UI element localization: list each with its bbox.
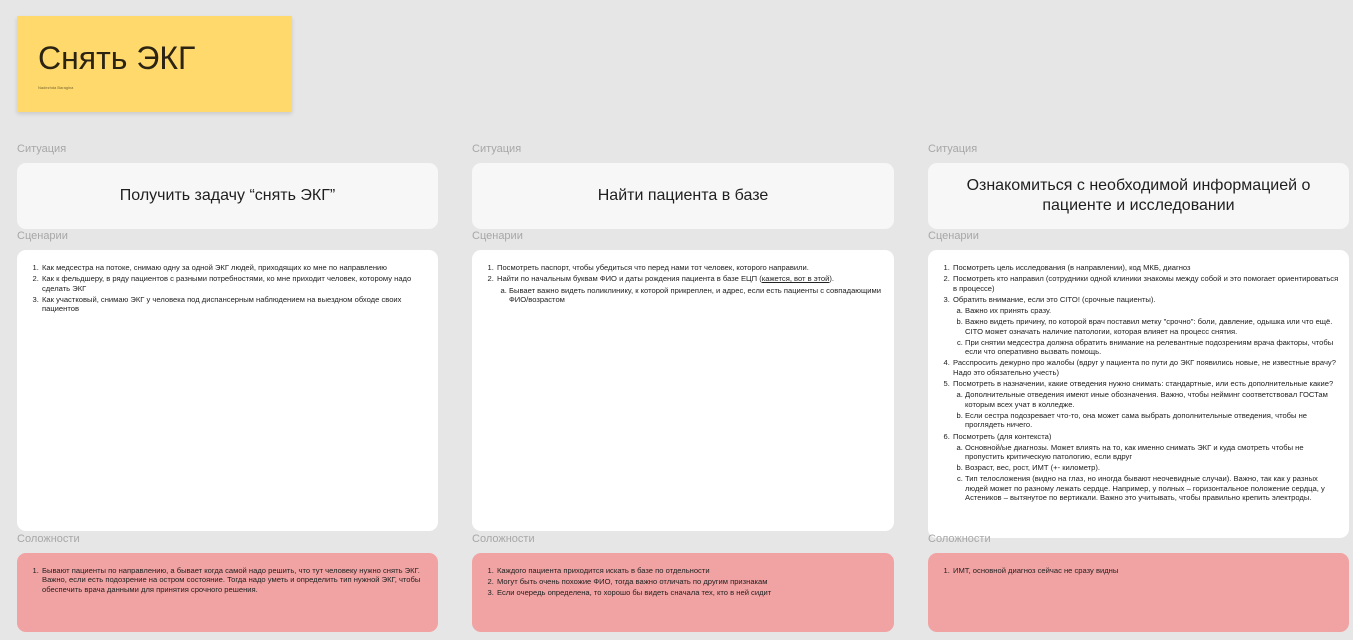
list-item: a. Основной/ые диагнозы. Может влиять на то, как именно снимать ЭКГ и куда смотреть чтобы не пропустить критическую патологию, если вдруг (965, 443, 1339, 462)
difficulties-label-2: Соложности (472, 533, 535, 545)
scenarios-label-2: Сценарии (472, 230, 523, 242)
scenarios-card-3[interactable] (928, 250, 1349, 538)
list-item-tail: ). (829, 274, 834, 284)
situation-text-2: Найти пациента в базе (597, 187, 769, 204)
list-item: 4. Расспросить дежурно про жалобы (вдруг у пациента по пути до ЭКГ появились новые, не известные врачу? Надо это обязательно учесть) (952, 358, 1339, 377)
situation-text-3: Ознакомиться с необходимой информацией о пациенте и исследовании (966, 177, 1311, 214)
list-item-text: Посмотреть в назначении, какие отведения нужно снимать: стандартные, или есть дополнительные какие? (953, 379, 1334, 389)
difficulties-label-1: Соложности (17, 533, 80, 545)
situation-card-1[interactable] (17, 163, 438, 229)
list-item: 1. ИМТ, основной диагноз сейчас не сразу видны (952, 566, 1339, 575)
list-item (952, 432, 1339, 503)
scenarios-list-2 (484, 263, 884, 304)
situation-card-3[interactable] (928, 163, 1349, 229)
list-item-text: Посмотреть (для контекста) (953, 431, 1052, 441)
difficulties-card-1[interactable] (17, 553, 438, 632)
list-item: 1. Посмотреть цель исследования (в направлении), код МКБ, диагноз (952, 263, 1339, 272)
list-item: 2. Могут быть очень похожие ФИО, тогда важно отличать по другим признакам (496, 577, 884, 586)
list-item: 1. Как медсестра на потоке, снимаю одну за одной ЭКГ людей, приходящих ко мне по направлению (41, 263, 428, 272)
title-sticker[interactable] (17, 16, 292, 112)
list-item: 1. Каждого пациента приходится искать в базе по отдельности (496, 566, 884, 575)
list-item: c. Тип телосложения (видно на глаз, но иногда бывают неочевидные случаи). Важно, так как у разных людей может по разному лежать сердце. Например, у полных – горизонтальное положение сердца, у Астеников – вытянутое по вертикали. Важно это учитывать, чтобы правильно крепить электроды. (965, 474, 1339, 502)
situation-label-3: Ситуация (928, 143, 978, 155)
situation-text-1: Получить задачу “снять ЭКГ” (119, 187, 336, 204)
scenarios-list-3 (940, 263, 1339, 503)
scenarios-label-3: Сценарии (928, 230, 979, 242)
list-item: 1. Бывают пациенты по направлению, а бывает когда самой надо решить, что тут человеку нужно снять ЭКГ. Важно, если есть подозрение на остром состояние. Тогда надо уметь и определить тип нужной ЭКГ, чтобы обеспечить врача данными для принятия срочного решения. (41, 566, 428, 594)
scenarios-card-2[interactable] (472, 250, 894, 531)
scenarios-label-1: Сценарии (17, 230, 68, 242)
list-item: c. При снятии медсестра должна обратить внимание на релевантные подозрениям врача факторы, чтобы если что оперативно вызвать помощь. (965, 338, 1339, 357)
list-item: a. Важно их принять сразу. (965, 306, 1339, 315)
situation-label-2: Ситуация (472, 143, 522, 155)
list-item: a. Бывает важно видеть поликлинику, к которой прикреплен, и адрес, если есть пациенты с совпадающими ФИО/возрастом (509, 286, 884, 305)
difficulties-list-3 (940, 566, 1339, 575)
list-item: b. Возраст, вес, рост, ИМТ (+- километр). (965, 463, 1339, 472)
list-item-text: Обратить внимание, если это CITO! (срочные пациенты). (953, 294, 1156, 304)
list-item: 3. Если очередь определена, то хорошо бы видеть сначала тех, кто в ней сидит (496, 588, 884, 597)
list-item: 2. Посмотреть кто направил (сотрудники одной клиники знакомы между собой и это помогает ориентироваться в процессе) (952, 274, 1339, 293)
list-item (496, 274, 884, 304)
sticker-author: Nadezhda Baragina (38, 85, 74, 90)
list-item: a. Дополнительные отведения имеют иные обозначения. Важно, чтобы нейминг соответствовал ГОСТам которым всех учат в колледже. (965, 390, 1339, 409)
list-item: 2. Как к фельдшеру, в ряду пациентов с разными потребностями, ко мне приходит человек, которому надо сделать ЭКГ (41, 274, 428, 293)
list-item: 3. Как участковый, снимаю ЭКГ у человека под диспансерным наблюдением на выездном обходе своих пациентов (41, 295, 428, 314)
list-item: 1. Посмотреть паспорт, чтобы убедиться что перед нами тот человек, которого направили. (496, 263, 884, 272)
difficulties-card-3[interactable] (928, 553, 1349, 632)
difficulties-card-2[interactable] (472, 553, 894, 632)
difficulties-list-2 (484, 566, 884, 598)
list-item (952, 295, 1339, 357)
sticker-title: Снять ЭКГ (38, 40, 196, 76)
scenario-link[interactable]: кажется, вот в этой (761, 274, 830, 284)
list-item (952, 379, 1339, 430)
difficulties-label-3: Соложности (928, 533, 991, 545)
list-item: b. Важно видеть причину, по которой врач поставил метку "срочно": боли, давление, одышка или что ещё. CITO может означать наличие патологии, которая влияет на процесс снятия. (965, 317, 1339, 336)
difficulties-list-1 (29, 566, 428, 594)
list-item: b. Если сестра подозревает что-то, она может сама выбрать дополнительные отведения, чтобы не проглядеть ничего. (965, 411, 1339, 430)
situation-card-2[interactable] (472, 163, 894, 229)
scenarios-list-1 (29, 263, 428, 314)
list-item-text: Найти по начальным буквам ФИО и даты рождения пациента в базе ЕЦП ( (497, 274, 762, 284)
situation-label-1: Ситуация (17, 143, 67, 155)
scenarios-card-1[interactable] (17, 250, 438, 531)
